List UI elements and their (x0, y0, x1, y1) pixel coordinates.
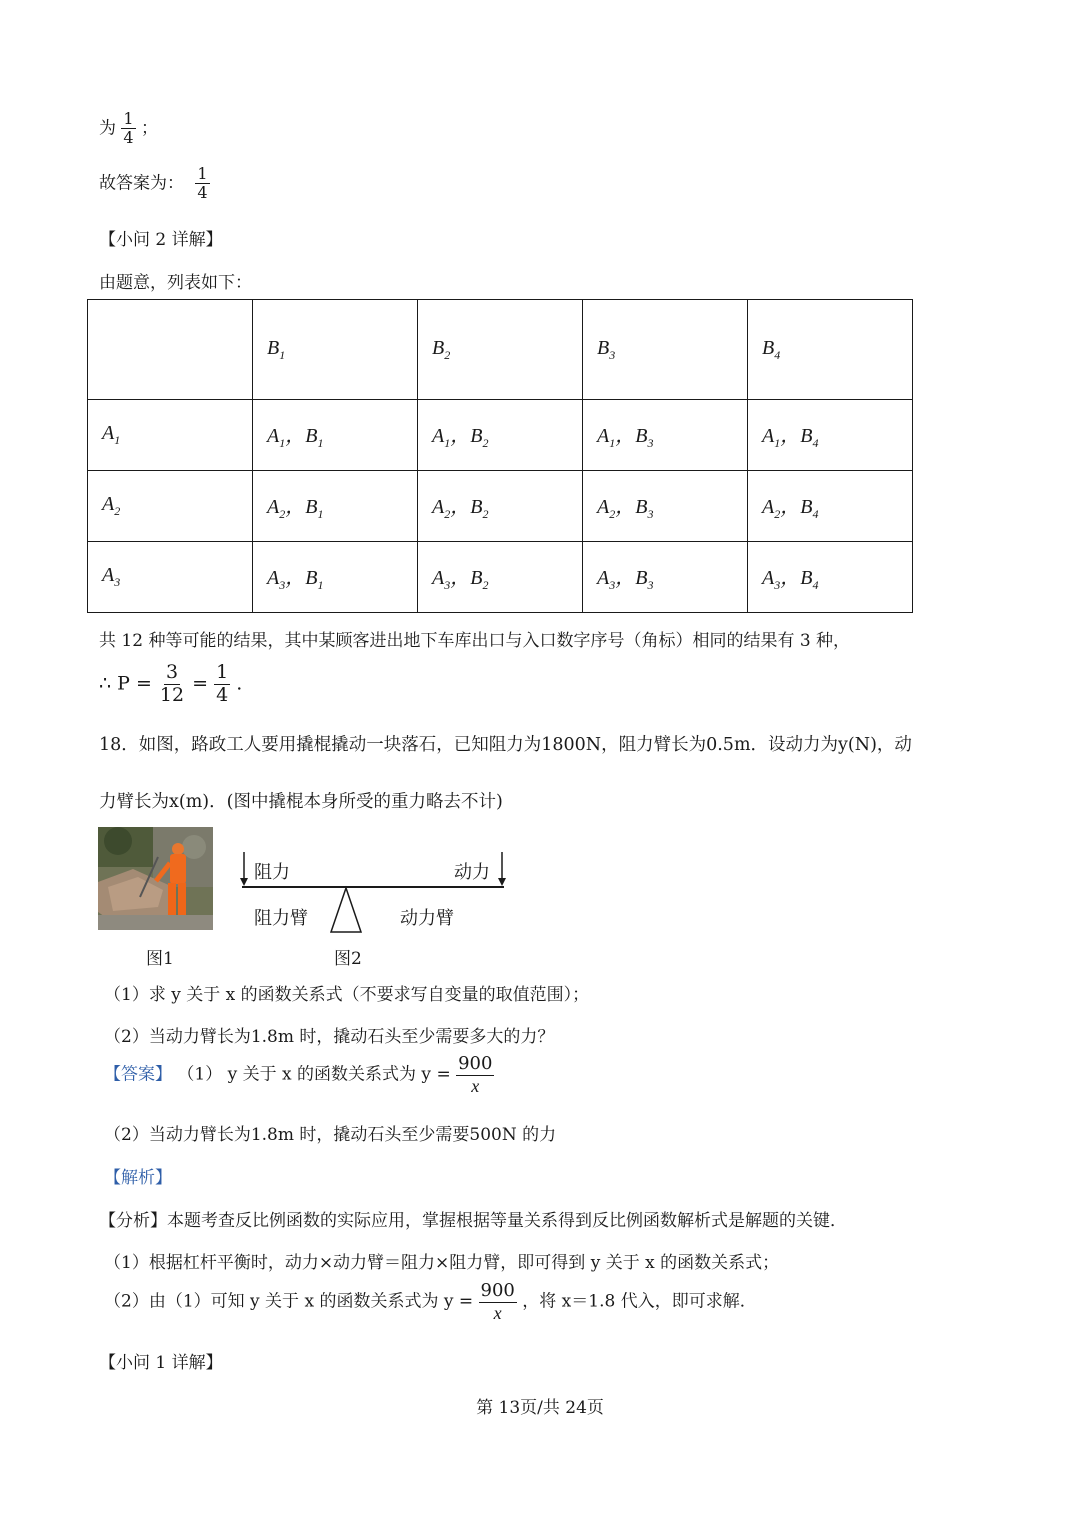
question-2: （2）当动力臂长为1.8m 时，撬动石头至少需要多大的力？ (104, 1027, 555, 1047)
effort-arrowhead (498, 878, 506, 886)
answer-label: 故答案为： (99, 173, 184, 194)
table-cell: $A_3$，$B_4$ (748, 542, 913, 613)
worker-photo-image (98, 827, 213, 930)
worker-photo (98, 827, 213, 930)
probability-line (99, 662, 242, 707)
prob-tail: . (236, 672, 243, 695)
table-header-cell: $B_2$ (418, 300, 583, 400)
table-cell: $A_2$，$B_1$ (253, 471, 418, 542)
answer-line (99, 165, 210, 203)
table-row-header: $A_3$ (88, 542, 253, 613)
outcome-table (87, 299, 913, 613)
table-cell: $A_3$，$B_2$ (418, 542, 583, 613)
answer-2: （2）当动力臂长为1.8m 时，撬动石头至少需要500N 的力 (104, 1125, 557, 1145)
prob-frac-1-4: $\frac{1}{4}$ (216, 661, 229, 706)
analysis-fraction-900-x: $\frac{900}{x}$ (480, 1280, 515, 1323)
resistance-arrowhead (240, 878, 248, 886)
answer-block (104, 1054, 494, 1096)
effort-label: 动力 (454, 862, 490, 883)
table-header-cell: $B_3$ (583, 300, 748, 400)
analysis-2-post: ，将 x＝1.8 代入，即可求解． (522, 1291, 757, 1312)
text-wei (99, 110, 158, 148)
answer-1-text: （1） y 关于 x 的函数关系式为 y = (177, 1064, 451, 1085)
fig2-label: 图2 (334, 949, 362, 969)
table-cell: $A_1$，$B_2$ (418, 400, 583, 471)
table-header-row (88, 300, 913, 400)
analysis-2 (104, 1281, 757, 1323)
analysis-tag: 【解析】 (104, 1168, 172, 1188)
table-row (88, 542, 913, 613)
table-cell: $A_3$，$B_1$ (253, 542, 418, 613)
table-row-header: $A_2$ (88, 471, 253, 542)
wei-label: 为 (99, 118, 116, 139)
table-row (88, 400, 913, 471)
table-header-cell: $B_4$ (748, 300, 913, 400)
page-footer: 第 13页/共 24页 (476, 1398, 604, 1418)
answer-tag: 【答案】 (104, 1064, 172, 1085)
table-intro: 由题意，列表如下： (99, 273, 252, 293)
resistance-label: 阻力 (254, 862, 290, 883)
table-cell: $A_2$，$B_4$ (748, 471, 913, 542)
analysis-2-pre: （2）由（1）可知 y 关于 x 的函数关系式为 y = (104, 1291, 474, 1312)
q18-line1: 18．如图，路政工人要用撬棍撬动一块落石，已知阻力为1800N，阻力臂长为0.5m．设动力为y(N)，动 (99, 735, 912, 755)
prob-eq: = (192, 672, 209, 695)
q18-line2: 力臂长为x(m)．(图中撬棍本身所受的重力略去不计) (99, 792, 503, 812)
table-cell: $A_2$，$B_2$ (418, 471, 583, 542)
answer-fraction-900-x: $\frac{900}{x}$ (458, 1053, 493, 1096)
fig1-label: 图1 (146, 949, 174, 969)
question-1: （1）求 y 关于 x 的函数关系式（不要求写自变量的取值范围）； (104, 985, 590, 1005)
table-cell: $A_3$，$B_3$ (583, 542, 748, 613)
sub1-title: 【小问 1 详解】 (99, 1353, 223, 1373)
table-cell: $A_1$，$B_4$ (748, 400, 913, 471)
fulcrum-triangle (331, 888, 361, 932)
table-cell: $A_1$，$B_1$ (253, 400, 418, 471)
prob-frac-3-12: $\frac{3}{12}$ (159, 661, 185, 706)
wei-tail: ； (141, 118, 158, 139)
table-row (88, 471, 913, 542)
effort-arm-label: 动力臂 (400, 908, 454, 929)
table-corner-cell (88, 300, 253, 400)
prob-prefix: ∴ P = (99, 672, 152, 695)
resistance-arm-label: 阻力臂 (254, 908, 308, 929)
table-header-cell: $B_1$ (253, 300, 418, 400)
table-cell: $A_2$，$B_3$ (583, 471, 748, 542)
fraction-one-quarter: $\frac{1}{4}$ (123, 109, 134, 148)
table-row-header: $A_1$ (88, 400, 253, 471)
table-cell: $A_1$，$B_3$ (583, 400, 748, 471)
analysis-1: （1）根据杠杆平衡时，动力×动力臂＝阻力×阻力臂，即可得到 y 关于 x 的函数关系式； (104, 1253, 780, 1273)
sub2-title: 【小问 2 详解】 (99, 230, 223, 250)
answer-fraction: $\frac{1}{4}$ (197, 164, 208, 203)
lever-diagram (236, 848, 512, 938)
fenxi-line: 【分析】本题考查反比例函数的实际应用，掌握根据等量关系得到反比例函数解析式是解题的关键． (99, 1211, 847, 1231)
result-line: 共 12 种等可能的结果，其中某顾客进出地下车库出口与入口数字序号（角标）相同的结果有 3 种， (99, 631, 851, 651)
